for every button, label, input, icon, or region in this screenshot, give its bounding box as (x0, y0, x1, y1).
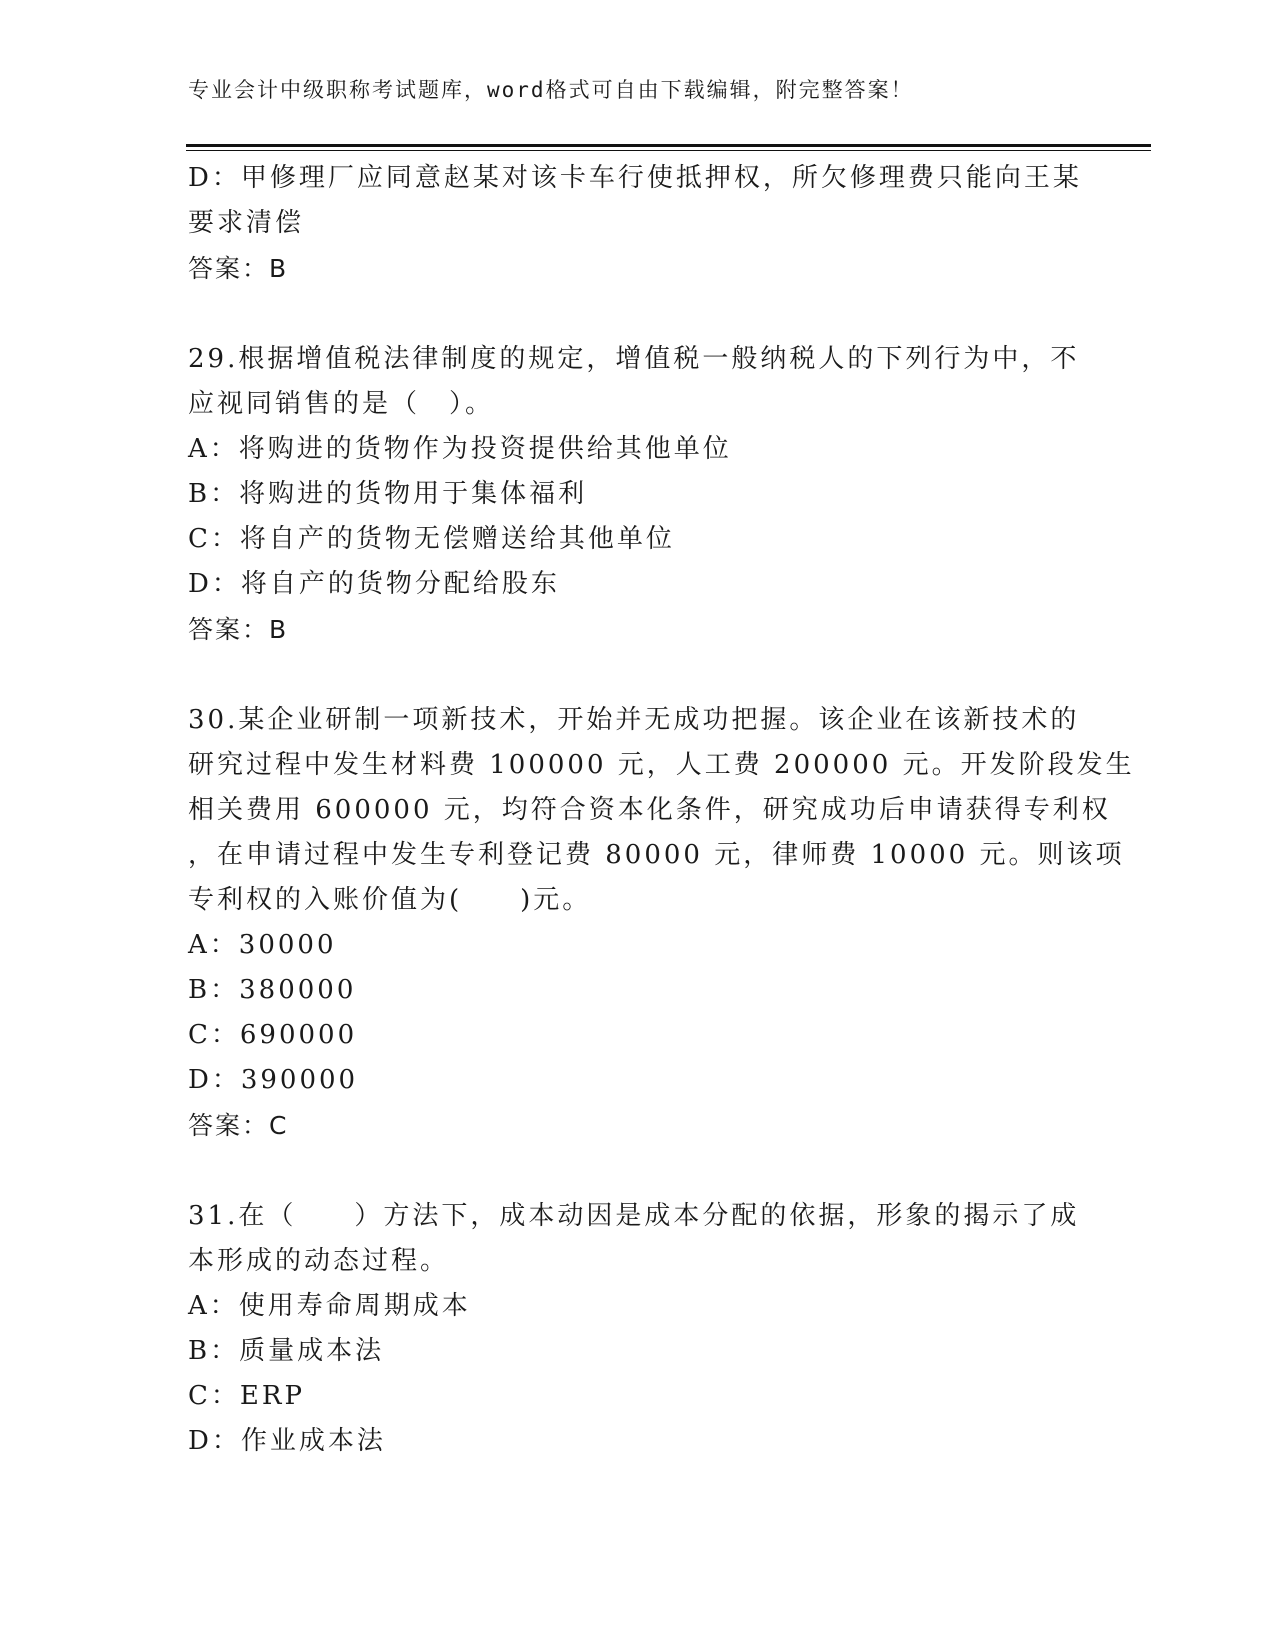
question-stem-line: 研究过程中发生材料费 100000 元，人工费 200000 元。开发阶段发生 (188, 750, 1135, 780)
page-header: 专业会计中级职称考试题库，word格式可自由下载编辑，附完整答案！ (188, 78, 914, 102)
option-d-line-2: 要求清偿 (188, 208, 305, 238)
option-c: C：ERP (188, 1381, 305, 1411)
option-a: A：将购进的货物作为投资提供给其他单位 (188, 434, 732, 464)
document-body (188, 156, 1135, 1464)
option-c: C：将自产的货物无偿赠送给其他单位 (188, 524, 675, 554)
option-d: D：390000 (188, 1065, 359, 1095)
question-31 (188, 1194, 1088, 1464)
spacer (188, 652, 1088, 698)
question-stem-line: 本形成的动态过程。 (188, 1246, 450, 1276)
option-a: A：30000 (188, 930, 337, 960)
spacer (188, 291, 1088, 337)
question-stem-line: 专利权的入账价值为( )元。 (188, 885, 592, 915)
question-29 (188, 337, 1088, 652)
question-stem-line: ，在申请过程中发生专利登记费 80000 元，律师费 10000 元。则该项 (188, 840, 1125, 870)
answer-line: 答案：B (188, 254, 289, 283)
option-d: D：作业成本法 (188, 1426, 386, 1456)
option-b: B：质量成本法 (188, 1336, 385, 1366)
option-b: B：将购进的货物用于集体福利 (188, 479, 588, 509)
header-rule-thick (186, 144, 1151, 147)
spacer (188, 1148, 1088, 1194)
answer-line: 答案：C (188, 1111, 289, 1140)
question-stem-line: 30.某企业研制一项新技术，开始并无成功把握。该企业在该新技术的 (188, 705, 1080, 735)
question-stem-line: 相关费用 600000 元，均符合资本化条件，研究成功后申请获得专利权 (188, 795, 1111, 825)
header-rule-thin (186, 150, 1151, 151)
question-30 (188, 698, 1135, 1148)
question-stem-line: 29.根据增值税法律制度的规定，增值税一般纳税人的下列行为中，不 (188, 344, 1080, 374)
answer-line: 答案：B (188, 615, 289, 644)
option-d: D：将自产的货物分配给股东 (188, 569, 560, 599)
question-stem-line: 31.在（ ）方法下，成本动因是成本分配的依据，形象的揭示了成 (188, 1201, 1080, 1231)
question-stem-line: 应视同销售的是（ ）。 (188, 389, 495, 419)
question-28-tail (188, 156, 1088, 291)
option-b: B：380000 (188, 975, 357, 1005)
option-a: A：使用寿命周期成本 (188, 1291, 471, 1321)
option-c: C：690000 (188, 1020, 358, 1050)
option-d-line-1: D：甲修理厂应同意赵某对该卡车行使抵押权，所欠修理费只能向王某 (188, 163, 1082, 193)
